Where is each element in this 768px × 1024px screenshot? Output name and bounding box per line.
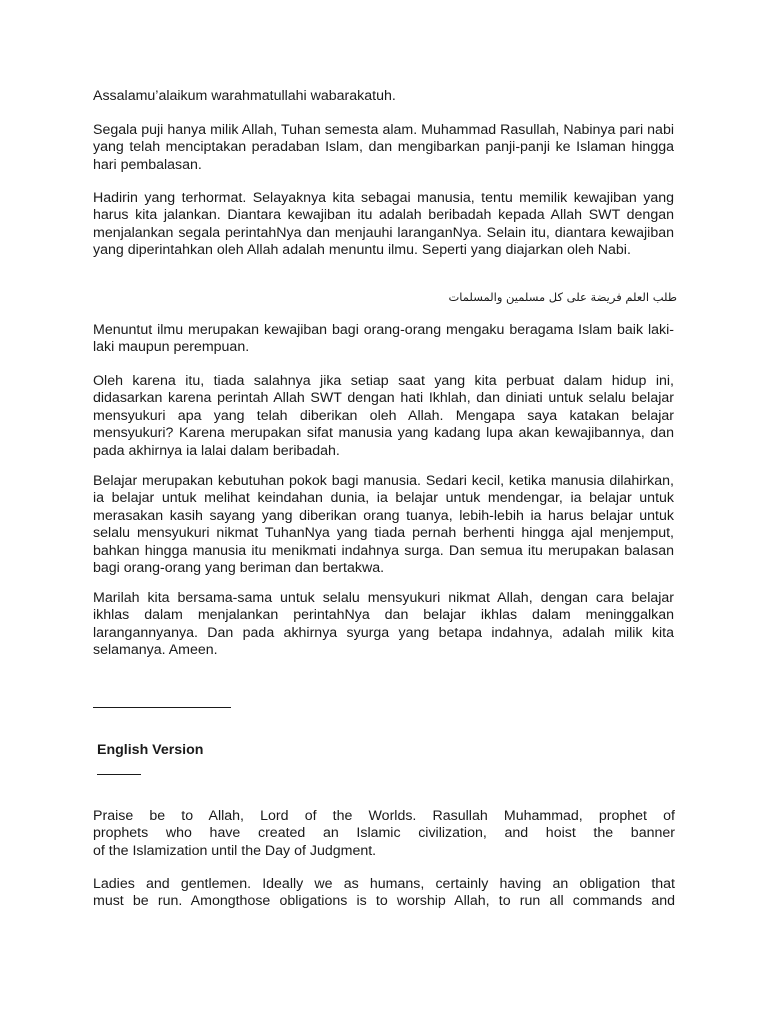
english-line: must be run. Amongthose obligations is to worship Allah, to run all commands and xyxy=(93,893,675,910)
heading-underline xyxy=(97,774,141,775)
paragraph-gratitude: Oleh karena itu, tiada salahnya jika setiap saat yang kita perbuat dalam hidup ini, didasarkan karena perintah Allah SWT dengan hati Ikhlah, dan diniati untuk selalu belajar mensyukuri apa yang telah diberikan oleh Allah. Mengapa saya katakan belajar mensyukuri? Karena merupakan sifat manusia yang kadang lupa akan kewajibannya, dan pada akhirnya ia lalai dalam beribadah. xyxy=(93,373,674,459)
greeting-line: Assalamu’alaikum warahmatullahi wabarakatuh. xyxy=(93,88,396,104)
english-line: Ladies and gentlemen. Ideally we as humans, certainly having an obligation that xyxy=(93,876,675,892)
english-paragraph-praise xyxy=(93,808,675,860)
paragraph-opening-praise: Segala puji hanya milik Allah, Tuhan semesta alam. Muhammad Rasullah, Nabinya pari nabi yang telah menciptakan peradaban Islam, dan mengibarkan panji-panji ke Islaman hingga hari pembalasan. xyxy=(93,122,674,173)
english-line: Praise be to Allah, Lord of the Worlds. Rasullah Muhammad, prophet of xyxy=(93,808,675,824)
paragraph-seeking-knowledge: Menuntut ilmu merupakan kewajiban bagi orang-orang mengaku beragama Islam baik laki-laki maupun perempuan. xyxy=(93,322,674,356)
paragraph-learning: Belajar merupakan kebutuhan pokok bagi manusia. Sedari kecil, ketika manusia dilahirkan, ia belajar untuk melihat keindahan dunia, ia belajar untuk mendengar, ia belajar untuk merasakan kasih sayang yang diberikan orang tuanya, lebih-lebih ia harus belajar untuk selalu mensyukuri nikmat TuhanNya yang tiada pernah berhenti hingga ajal menjemput, bahkan hingga manusia itu menikmati indahnya surga. Dan semua itu merupakan balasan bagi orang-orang yang beriman dan bertakwa. xyxy=(93,473,674,577)
english-paragraph-obligations xyxy=(93,876,675,911)
section-divider-line xyxy=(93,707,231,708)
paragraph-closing-prayer: Marilah kita bersama-sama untuk selalu mensyukuri nikmat Allah, dengan cara belajar ikhlas dalam menjalankan perintahNya dan belajar ikhlas dalam meninggalkan larangannyanya. Dan pada akhirnya syurga yang betapa indahnya, adalah milik kita selamanya. Ameen. xyxy=(93,590,674,659)
english-line: of the Islamization until the Day of Judgment. xyxy=(93,842,377,859)
paragraph-obligations: Hadirin yang terhormat. Selayaknya kita sebagai manusia, tentu memilik kewajiban yang harus kita jalankan. Diantara kewajiban itu adalah beribadah kepada Allah SWT dengan menjalankan segala perintahNya dan menjauhi laranganNya. Selain itu, diantara kewajiban yang diperintahkan oleh Allah adalah menuntu ilmu. Seperti yang diajarkan oleh Nabi. xyxy=(93,190,674,259)
english-version-heading: English Version xyxy=(97,742,204,758)
english-line: prophets who have created an Islamic civilization, and hoist the banner xyxy=(93,825,675,842)
arabic-hadith-quote: طلب العلم فريضة على كل مسلمين والمسلمات xyxy=(448,290,677,304)
